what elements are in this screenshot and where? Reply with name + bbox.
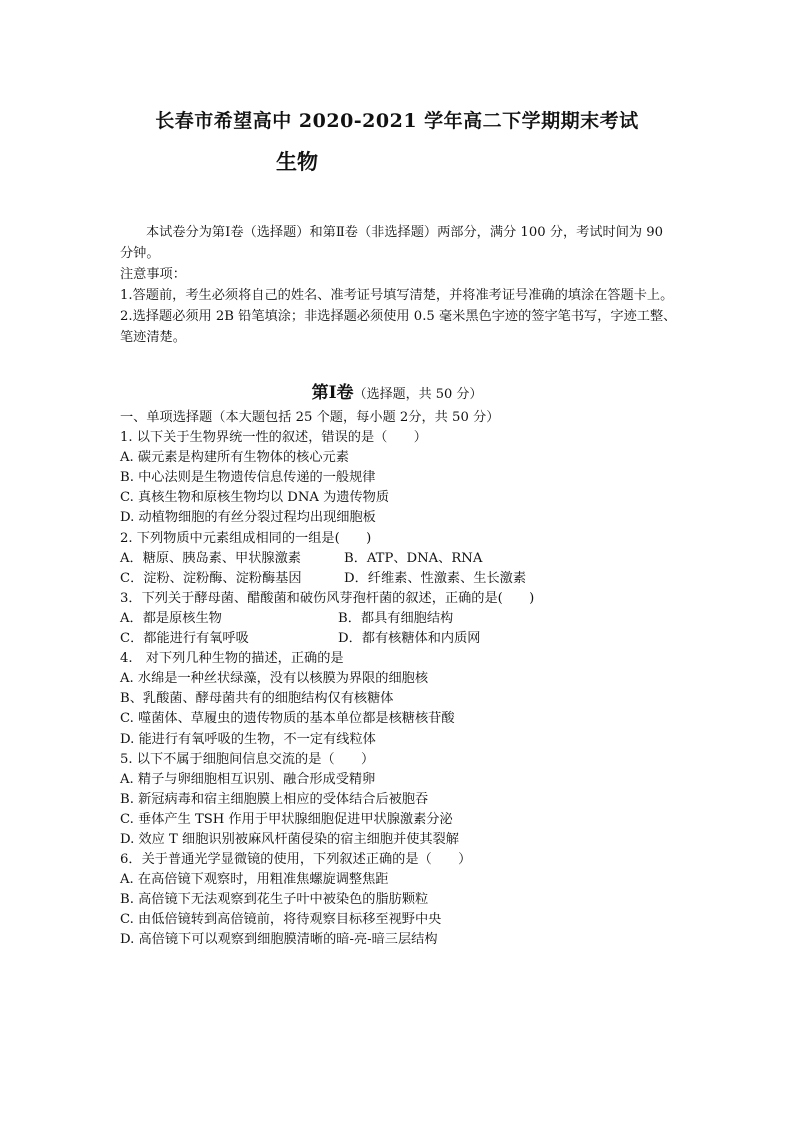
question-option: A. 在高倍镜下观察时，用粗准焦螺旋调整焦距 [120,872,389,888]
question-option: B．都具有细胞结构 [338,610,454,626]
question-list [120,408,680,951]
question-stem: 4. 对下列几种生物的描述，正确的是 [120,651,344,667]
question-option: C. 噬菌体、草履虫的遗传物质的基本单位都是核糖核苷酸 [120,711,455,727]
section-title: 第Ⅰ卷 [311,383,354,403]
intro-paragraph: 本试卷分为第Ⅰ卷（选择题）和第Ⅱ卷（非选择题）两部分，满分 100 分，考试时间为 90 分钟。 [120,225,664,261]
option-row [120,569,680,589]
section-note: （选择题，共 50 分） [353,387,483,402]
question-option: C. 由低倍镜转到高倍镜前，将待观察目标移至视野中央 [120,912,442,928]
question-option: A．都是原核生物 [120,610,222,626]
option-row [120,629,680,649]
question-option: C. 垂体产生 TSH 作用于甲状腺细胞促进甲状腺激素分泌 [120,811,453,827]
question-option: D. 能进行有氧呼吸的生物，不一定有线粒体 [120,731,376,747]
option-row [120,609,680,629]
question-option: D．都有核糖体和内质网 [338,631,481,647]
question-option: B. 高倍镜下无法观察到花生子叶中被染色的脂肪颗粒 [120,892,429,908]
part-heading: 一、单项选择题（本大题包括 25 个题，每小题 2分，共 50 分） [120,410,500,425]
question-stem: 6．关于普通光学显微镜的使用，下列叙述正确的是（ ） [120,852,472,868]
question-option: A. 碳元素是构建所有生物体的核心元素 [120,450,349,466]
notice-item-2: 2.选择题必须用 2B 铅笔填涂；非选择题必须使用 0.5 毫米黑色字迹的签字笔书写，字迹工整、笔迹清楚。 [120,309,677,345]
subject-title: 生物 [276,149,318,174]
exam-title: 长春市希望高中 2020-2021 学年高二下学期期末考试 [155,110,639,132]
question-option: A. 精子与卵细胞相互识别、融合形成受精卵 [120,771,376,787]
question-stem: 1. 以下关于生物界统一性的叙述，错误的是（ ） [120,430,427,446]
question-option: D. 效应 T 细胞识别被麻风杆菌侵染的宿主细胞并使其裂解 [120,831,459,847]
question-option: C．都能进行有氧呼吸 [120,631,249,647]
question-option: A．糖原、胰岛素、甲状腺激素 [120,550,301,566]
question-stem: 3．下列关于酵母菌、醋酸菌和破伤风芽孢杆菌的叙述，正确的是( ) [120,590,535,606]
question-option: A. 水绵是一种丝状绿藻，没有以核膜为界限的细胞核 [120,671,429,687]
question-option: B. 中心法则是生物遗传信息传递的一般规律 [120,470,376,486]
notice-heading: 注意事项： [120,267,186,282]
question-stem: 5. 以下不属于细胞间信息交流的是（ ） [120,751,375,767]
question-option: C. 真核生物和原核生物均以 DNA 为遗传物质 [120,490,390,506]
question-option: B、乳酸菌、酵母菌共有的细胞结构仅有核糖体 [120,691,394,707]
notice-item-1: 1.答题前，考生必须将自己的姓名、准考证号填写清楚，并将准考证号准确的填涂在答题卡上。 [120,288,674,303]
section-heading [0,378,794,403]
question-option: B. 新冠病毒和宿主细胞膜上相应的受体结合后被胞吞 [120,791,429,807]
question-option: C．淀粉、淀粉酶、淀粉酶基因 [120,570,302,586]
question-stem: 2. 下列物质中元素组成相同的一组是( ) [120,530,372,546]
question-option: B．ATP、DNA、RNA [344,550,483,566]
question-option: D. 高倍镜下可以观察到细胞膜清晰的暗-亮-暗三层结构 [120,932,438,948]
question-option: D. 动植物细胞的有丝分裂过程均出现细胞板 [120,510,376,526]
question-option: D．纤维素、性激素、生长激素 [344,570,527,586]
exam-instructions [120,222,680,348]
option-row [120,549,680,569]
